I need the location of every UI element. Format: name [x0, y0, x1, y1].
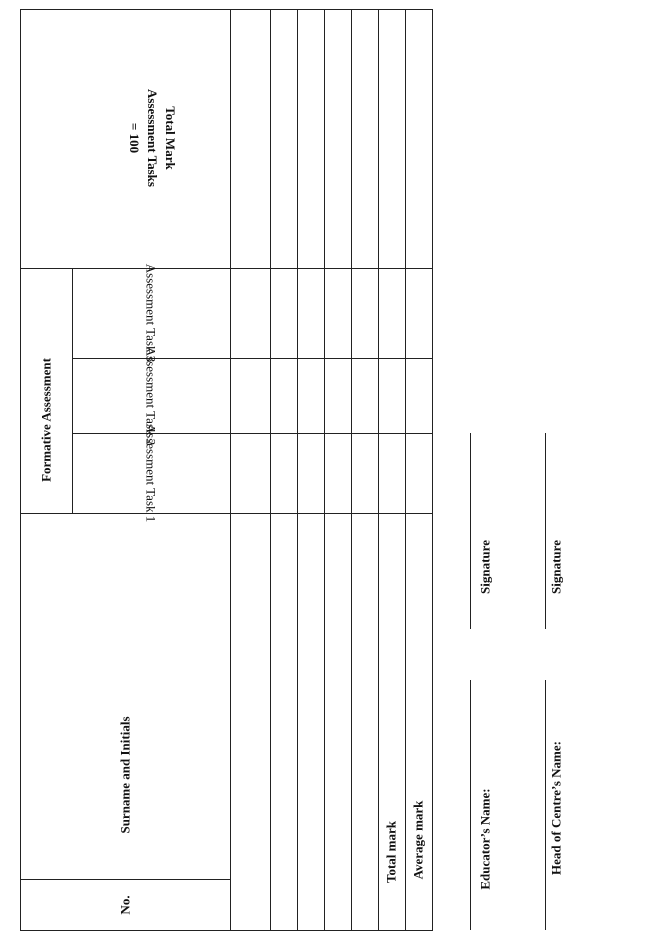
- educator-signature-label: Signature: [477, 540, 493, 594]
- mark-cell[interactable]: [271, 514, 297, 930]
- table-border-bottom: [20, 930, 433, 931]
- table-border-left: [20, 9, 21, 931]
- educator-name-label: Educator’s Name:: [477, 788, 493, 890]
- mark-cell[interactable]: [231, 514, 270, 930]
- separator-no-name: [20, 879, 230, 880]
- group-header-boundary: [72, 268, 73, 514]
- head-of-centre-name-label: Head of Centre’s Name:: [548, 741, 564, 875]
- mark-cell[interactable]: [298, 514, 324, 930]
- head-of-centre-signature-label: Signature: [548, 540, 564, 594]
- mark-cell[interactable]: [325, 514, 351, 930]
- separator-task3-total: [20, 268, 433, 269]
- row-label-average-mark: Average mark: [410, 800, 426, 880]
- mark-cell[interactable]: [352, 514, 378, 930]
- column-header-total-mark: Total Mark Assessment Tasks = 100: [127, 89, 178, 187]
- row-label-total-mark: Total mark: [383, 821, 399, 883]
- table-border-top: [20, 9, 433, 10]
- educator-signature-line: [470, 433, 471, 629]
- educator-name-line: [470, 680, 471, 930]
- column-header-task-2: Assessment Task 2: [143, 346, 159, 446]
- row-line-5: [378, 9, 379, 931]
- column-header-task-1: Assessment Task 1: [143, 423, 159, 523]
- column-header-surname-initials: Surname and Initials: [117, 716, 133, 834]
- row-line-6: [405, 9, 406, 931]
- column-header-no: No.: [117, 895, 133, 915]
- group-header-formative-assessment: Formative Assessment: [38, 358, 54, 482]
- head-signature-line: [545, 433, 546, 629]
- table-border-right: [432, 9, 433, 931]
- column-header-task-3: Assessment Task 3: [143, 263, 159, 363]
- head-name-line: [545, 680, 546, 930]
